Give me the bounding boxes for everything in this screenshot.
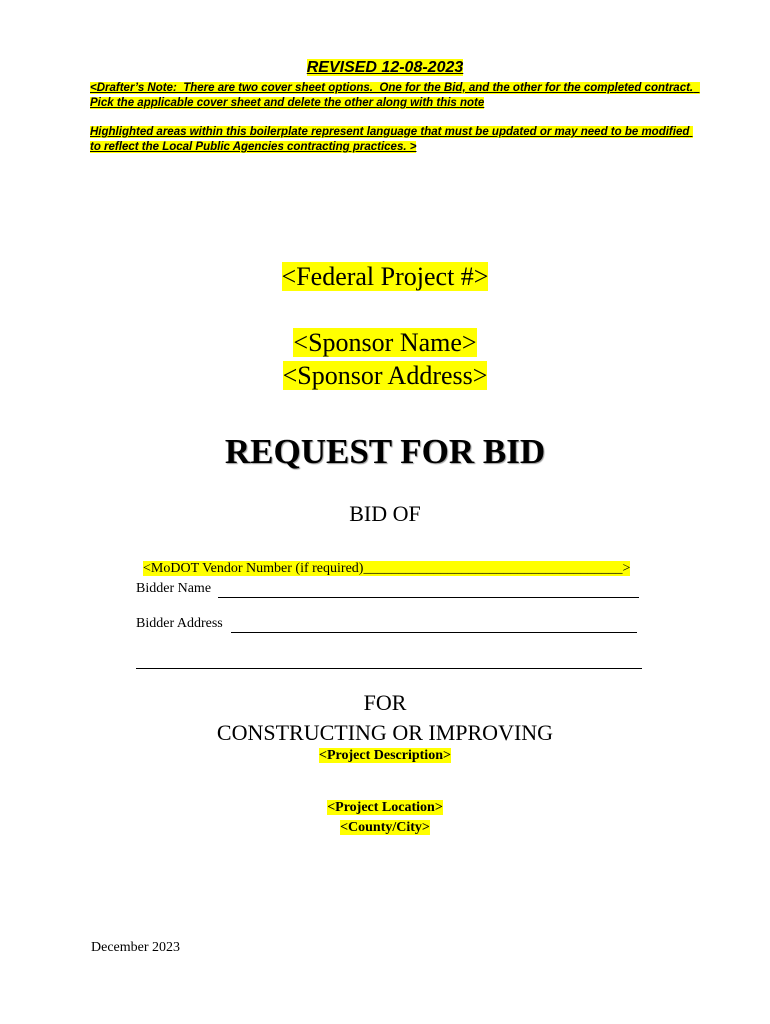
drafters-note: [90, 81, 700, 111]
county-city-text: <County/City>: [340, 820, 430, 835]
project-location-text: <Project Location>: [327, 800, 443, 815]
sponsor-address-text: <Sponsor Address>: [282, 361, 488, 390]
sponsor-address: [0, 359, 770, 392]
federal-project-text: <Federal Project #>: [281, 262, 489, 291]
bidder-name-label: Bidder Name: [136, 581, 212, 596]
sponsor-name: [0, 326, 770, 359]
project-description-text: <Project Description>: [319, 748, 451, 763]
constructing-label: CONSTRUCTING OR IMPROVING: [216, 720, 554, 745]
highlight-note-text: Highlighted areas within this boilerplate represent language that must be updated or may need to be modified to reflect the Local Public Agencies contracting practices. >: [90, 126, 693, 153]
document-title: REQUEST FOR BID: [224, 432, 546, 471]
county-city: [0, 818, 770, 838]
project-location: [0, 798, 770, 818]
revised-date-text: REVISED 12-08-2023: [306, 59, 464, 76]
drafters-note-text: <Drafter’s Note: There are two cover sheet options. One for the Bid, and the other for the completed contract. Pick the applicable cover sheet and delete the other along with this note: [90, 82, 700, 109]
project-description: [0, 746, 770, 766]
federal-project: [0, 260, 770, 293]
blank-line: [136, 653, 642, 669]
bidder-address-line: [231, 617, 637, 633]
sponsor-name-text: <Sponsor Name>: [293, 328, 477, 357]
revised-date: [0, 59, 770, 77]
footer-date: December 2023: [91, 940, 181, 955]
vendor-number-field: [136, 545, 630, 577]
bidder-name-line: [218, 582, 639, 598]
vendor-number-text: <MoDOT Vendor Number (if required)_____________________________________>: [143, 561, 631, 576]
for-label: FOR: [363, 690, 407, 715]
bid-of-label: BID OF: [349, 501, 421, 526]
highlight-note: [90, 125, 700, 155]
bidder-address-label: Bidder Address: [136, 616, 223, 631]
